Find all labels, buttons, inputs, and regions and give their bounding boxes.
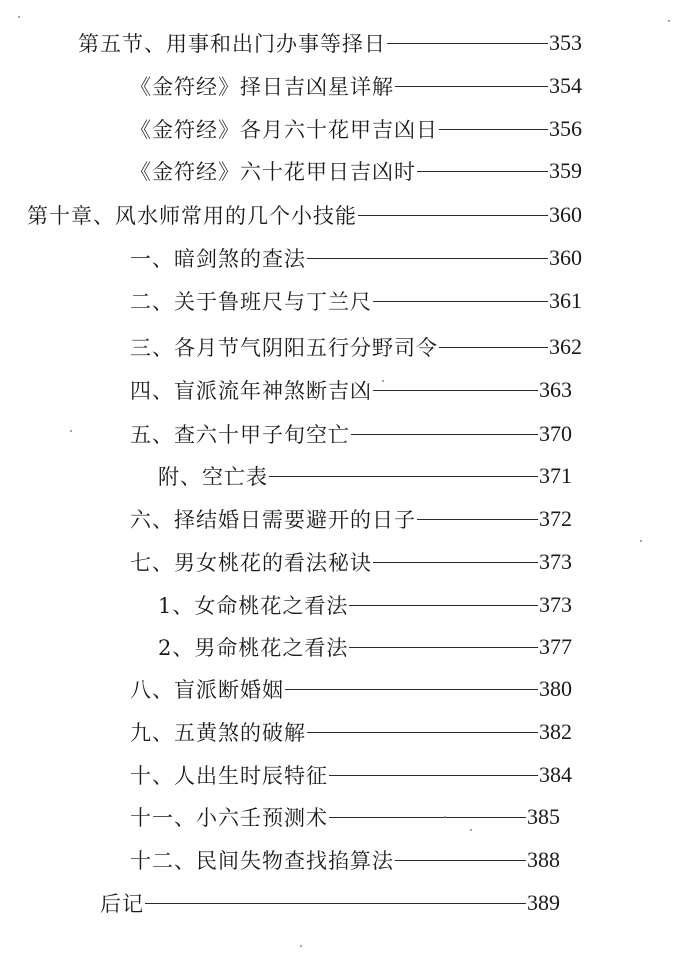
toc-entry-page-number: 356 xyxy=(549,116,582,141)
toc-entry-page-number: 370 xyxy=(539,421,572,446)
toc-entry-page-number: 384 xyxy=(539,762,572,787)
toc-entry-page-number: 362 xyxy=(549,334,582,359)
toc-leader-line xyxy=(373,301,548,302)
toc-entry-title: 附、空亡表 xyxy=(158,465,268,489)
toc-entry-page-number: 372 xyxy=(539,506,572,531)
toc-entry-title: 十二、民间失物查找掐算法 xyxy=(130,849,394,873)
toc-leader-line xyxy=(373,562,538,563)
toc-entry[interactable] xyxy=(130,284,582,318)
toc-entry-title: 《金符经》各月六十花甲吉凶日 xyxy=(130,118,438,142)
toc-entry-title: 六、择结婚日需要避开的日子 xyxy=(130,508,416,532)
toc-leader-line xyxy=(417,519,538,520)
toc-leader-line xyxy=(349,647,538,648)
scan-speck xyxy=(70,430,72,432)
toc-entry-title: 一、暗剑煞的查法 xyxy=(130,247,306,271)
toc-leader-line xyxy=(307,258,548,259)
toc-entry-title: 2、男命桃花之看法 xyxy=(158,636,349,660)
toc-leader-line xyxy=(307,732,538,733)
toc-entry-title: 七、男女桃花的看法秘诀 xyxy=(130,551,372,575)
toc-entry-page-number: 354 xyxy=(549,73,582,98)
toc-entry-title: 第五节、用事和出门办事等择日 xyxy=(78,32,386,56)
toc-leader-line xyxy=(395,860,526,861)
toc-leader-line xyxy=(145,903,526,904)
toc-entry[interactable] xyxy=(130,241,582,275)
toc-entry-title: 十、人出生时辰特征 xyxy=(130,764,328,788)
toc-leader-line xyxy=(439,347,548,348)
toc-entry[interactable] xyxy=(158,459,572,493)
toc-entry[interactable] xyxy=(158,630,572,664)
toc-leader-line xyxy=(417,171,548,172)
toc-entry-title: 《金符经》六十花甲日吉凶时 xyxy=(130,160,416,184)
toc-leader-line xyxy=(395,86,548,87)
toc-entry[interactable] xyxy=(130,373,572,407)
toc-entry-page-number: 388 xyxy=(527,847,560,872)
toc-entry-page-number: 389 xyxy=(527,890,560,915)
toc-leader-line xyxy=(358,215,548,216)
toc-entry[interactable] xyxy=(27,198,582,232)
toc-entry-page-number: 360 xyxy=(549,202,582,227)
toc-entry-title: 三、各月节气阴阳五行分野司令 xyxy=(130,336,438,360)
toc-entry[interactable] xyxy=(130,843,560,877)
scan-speck xyxy=(18,16,20,18)
toc-entry-page-number: 373 xyxy=(539,549,572,574)
toc-leader-line xyxy=(349,605,538,606)
toc-entry[interactable] xyxy=(130,758,572,792)
toc-entry-title: 十一、小六壬预测术 xyxy=(130,806,328,830)
toc-entry[interactable] xyxy=(130,69,582,103)
toc-leader-line xyxy=(269,476,538,477)
toc-entry[interactable] xyxy=(130,545,572,579)
toc-entry-title: 四、盲派流年神煞断吉凶 xyxy=(130,379,372,403)
toc-entry[interactable] xyxy=(78,26,582,60)
toc-entry-title: 八、盲派断婚姻 xyxy=(130,678,284,702)
toc-entry[interactable] xyxy=(130,715,572,749)
toc-entry-page-number: 377 xyxy=(539,634,572,659)
toc-leader-line xyxy=(329,817,526,818)
toc-entry-page-number: 353 xyxy=(549,30,582,55)
toc-entry[interactable] xyxy=(130,330,582,364)
toc-entry-page-number: 359 xyxy=(549,158,582,183)
toc-entry-title: 第十章、风水师常用的几个小技能 xyxy=(27,204,357,228)
toc-entry-title: 二、关于鲁班尺与丁兰尺 xyxy=(130,290,372,314)
toc-leader-line xyxy=(329,775,538,776)
toc-entry-page-number: 360 xyxy=(549,245,582,270)
toc-entry-page-number: 373 xyxy=(539,592,572,617)
scan-speck xyxy=(444,816,446,818)
toc-entry-page-number: 385 xyxy=(527,804,560,829)
toc-entry-page-number: 380 xyxy=(539,676,572,701)
toc-leader-line xyxy=(439,129,548,130)
scan-speck xyxy=(640,540,642,542)
toc-entry[interactable] xyxy=(130,154,582,188)
toc-entry[interactable] xyxy=(130,800,560,834)
scan-speck xyxy=(382,380,384,382)
toc-entry-title: 五、查六十甲子旬空亡 xyxy=(130,423,350,447)
toc-leader-line xyxy=(387,43,548,44)
toc-entry-page-number: 371 xyxy=(539,463,572,488)
toc-leader-line xyxy=(285,689,538,690)
toc-entry[interactable] xyxy=(130,417,572,451)
toc-entry[interactable] xyxy=(100,886,560,920)
scan-speck xyxy=(470,829,472,831)
toc-entry-page-number: 361 xyxy=(549,288,582,313)
scan-speck xyxy=(668,20,670,22)
toc-entry-title: 1、女命桃花之看法 xyxy=(158,594,349,618)
toc-entry[interactable] xyxy=(130,112,582,146)
toc-entry-title: 后记 xyxy=(100,892,144,916)
toc-entry[interactable] xyxy=(130,502,572,536)
toc-leader-line xyxy=(351,434,538,435)
toc-entry-title: 《金符经》择日吉凶星详解 xyxy=(130,75,394,99)
scan-speck xyxy=(300,945,302,947)
toc-entry[interactable] xyxy=(130,672,572,706)
toc-entry-title: 九、五黄煞的破解 xyxy=(130,721,306,745)
toc-leader-line xyxy=(373,390,538,391)
toc-entry[interactable] xyxy=(158,588,572,622)
toc-entry-page-number: 382 xyxy=(539,719,572,744)
toc-entry-page-number: 363 xyxy=(539,377,572,402)
